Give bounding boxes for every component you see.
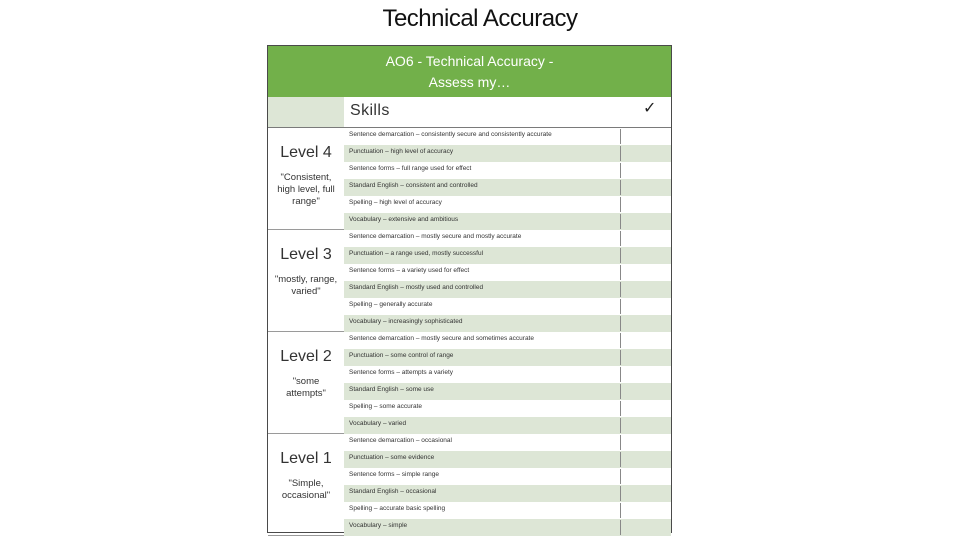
level-block [268,434,344,536]
criteria-text: Standard English – some use [349,386,434,393]
tick-box[interactable] [620,248,668,263]
level-name: Level 3 [280,246,332,263]
tick-box[interactable] [620,401,668,416]
criteria-text: Sentence forms – simple range [349,471,439,478]
criteria-row [344,417,671,434]
tick-box[interactable] [620,418,668,433]
assessment-table [267,45,672,533]
tick-box[interactable] [620,180,668,195]
level-description: "some attempts" [286,376,326,399]
tick-box[interactable] [620,435,668,450]
criteria-row [344,196,671,213]
criteria-text: Vocabulary – varied [349,420,407,427]
tick-box[interactable] [620,163,668,178]
skills-label: Skills [350,102,390,119]
tick-box[interactable] [620,231,668,246]
level-name: Level 2 [280,348,332,365]
tick-box[interactable] [620,146,668,161]
criteria-text: Punctuation – a range used, mostly successful [349,250,484,257]
criteria-row [344,519,671,536]
criteria-row [344,468,671,485]
level-block [268,128,344,230]
tick-box[interactable] [620,384,668,399]
criteria-row [344,162,671,179]
criteria-text: Sentence forms – attempts a variety [349,369,454,376]
criteria-row [344,349,671,366]
criteria-text: Standard English – occasional [349,488,437,495]
header-line-1: AO6 - Technical Accuracy - [385,53,554,69]
tick-box[interactable] [620,350,668,365]
header-line-2: Assess my… [428,74,511,90]
criteria-row [344,400,671,417]
tick-box[interactable] [620,469,668,484]
criteria-row [344,485,671,502]
criteria-row [344,434,671,451]
criteria-text: Punctuation – some control of range [349,352,454,359]
criteria-row [344,315,671,332]
level-description: "Consistent, high level, full range" [277,172,335,207]
criteria-text: Sentence demarcation – consistently secure and consistently accurate [349,131,552,138]
skills-left-cell [268,97,344,127]
level-block [268,230,344,332]
tick-box[interactable] [620,129,668,144]
criteria-row [344,230,671,247]
criteria-text: Vocabulary – increasingly sophisticated [349,318,463,325]
tick-box[interactable] [620,214,668,229]
criteria-row [344,179,671,196]
criteria-row [344,451,671,468]
criteria-row [344,264,671,281]
tick-box[interactable] [620,520,668,535]
criteria-row [344,366,671,383]
table-header [268,46,671,97]
criteria-text: Sentence demarcation – mostly secure and mostly accurate [349,233,522,240]
tick-box[interactable] [620,265,668,280]
tick-box[interactable] [620,503,668,518]
level-name: Level 1 [280,450,332,467]
skills-row [268,97,671,128]
criteria-text: Spelling – generally accurate [349,301,433,308]
check-mark-icon: ✓ [643,100,657,117]
criteria-row [344,298,671,315]
tick-box[interactable] [620,452,668,467]
criteria-text: Sentence forms – full range used for effect [349,165,472,172]
tick-box[interactable] [620,316,668,331]
criteria-text: Spelling – some accurate [349,403,422,410]
level-block [268,332,344,434]
tick-box[interactable] [620,486,668,501]
criteria-text: Punctuation – some evidence [349,454,435,461]
criteria-text: Punctuation – high level of accuracy [349,148,454,155]
tick-box[interactable] [620,367,668,382]
tick-box[interactable] [620,333,668,348]
criteria-row [344,332,671,349]
tick-box[interactable] [620,197,668,212]
criteria-text: Vocabulary – extensive and ambitious [349,216,459,223]
criteria-text: Standard English – mostly used and controlled [349,284,484,291]
level-name: Level 4 [280,144,332,161]
level-description: "mostly, range, varied" [274,274,338,297]
tick-box[interactable] [620,282,668,297]
criteria-row [344,502,671,519]
criteria-text: Vocabulary – simple [349,522,408,529]
level-description: "Simple, occasional" [281,478,331,501]
criteria-row [344,247,671,264]
criteria-row [344,281,671,298]
criteria-row [344,213,671,230]
criteria-row [344,145,671,162]
criteria-text: Sentence demarcation – mostly secure and sometimes accurate [349,335,534,342]
criteria-row [344,383,671,400]
page-title: Technical Accuracy [382,5,578,32]
criteria-text: Standard English – consistent and controlled [349,182,478,189]
criteria-text: Sentence forms – a variety used for effect [349,267,470,274]
criteria-text: Sentence demarcation – occasional [349,437,452,444]
criteria-text: Spelling – high level of accuracy [349,199,442,206]
criteria-row [344,128,671,145]
tick-box[interactable] [620,299,668,314]
criteria-text: Spelling – accurate basic spelling [349,505,446,512]
